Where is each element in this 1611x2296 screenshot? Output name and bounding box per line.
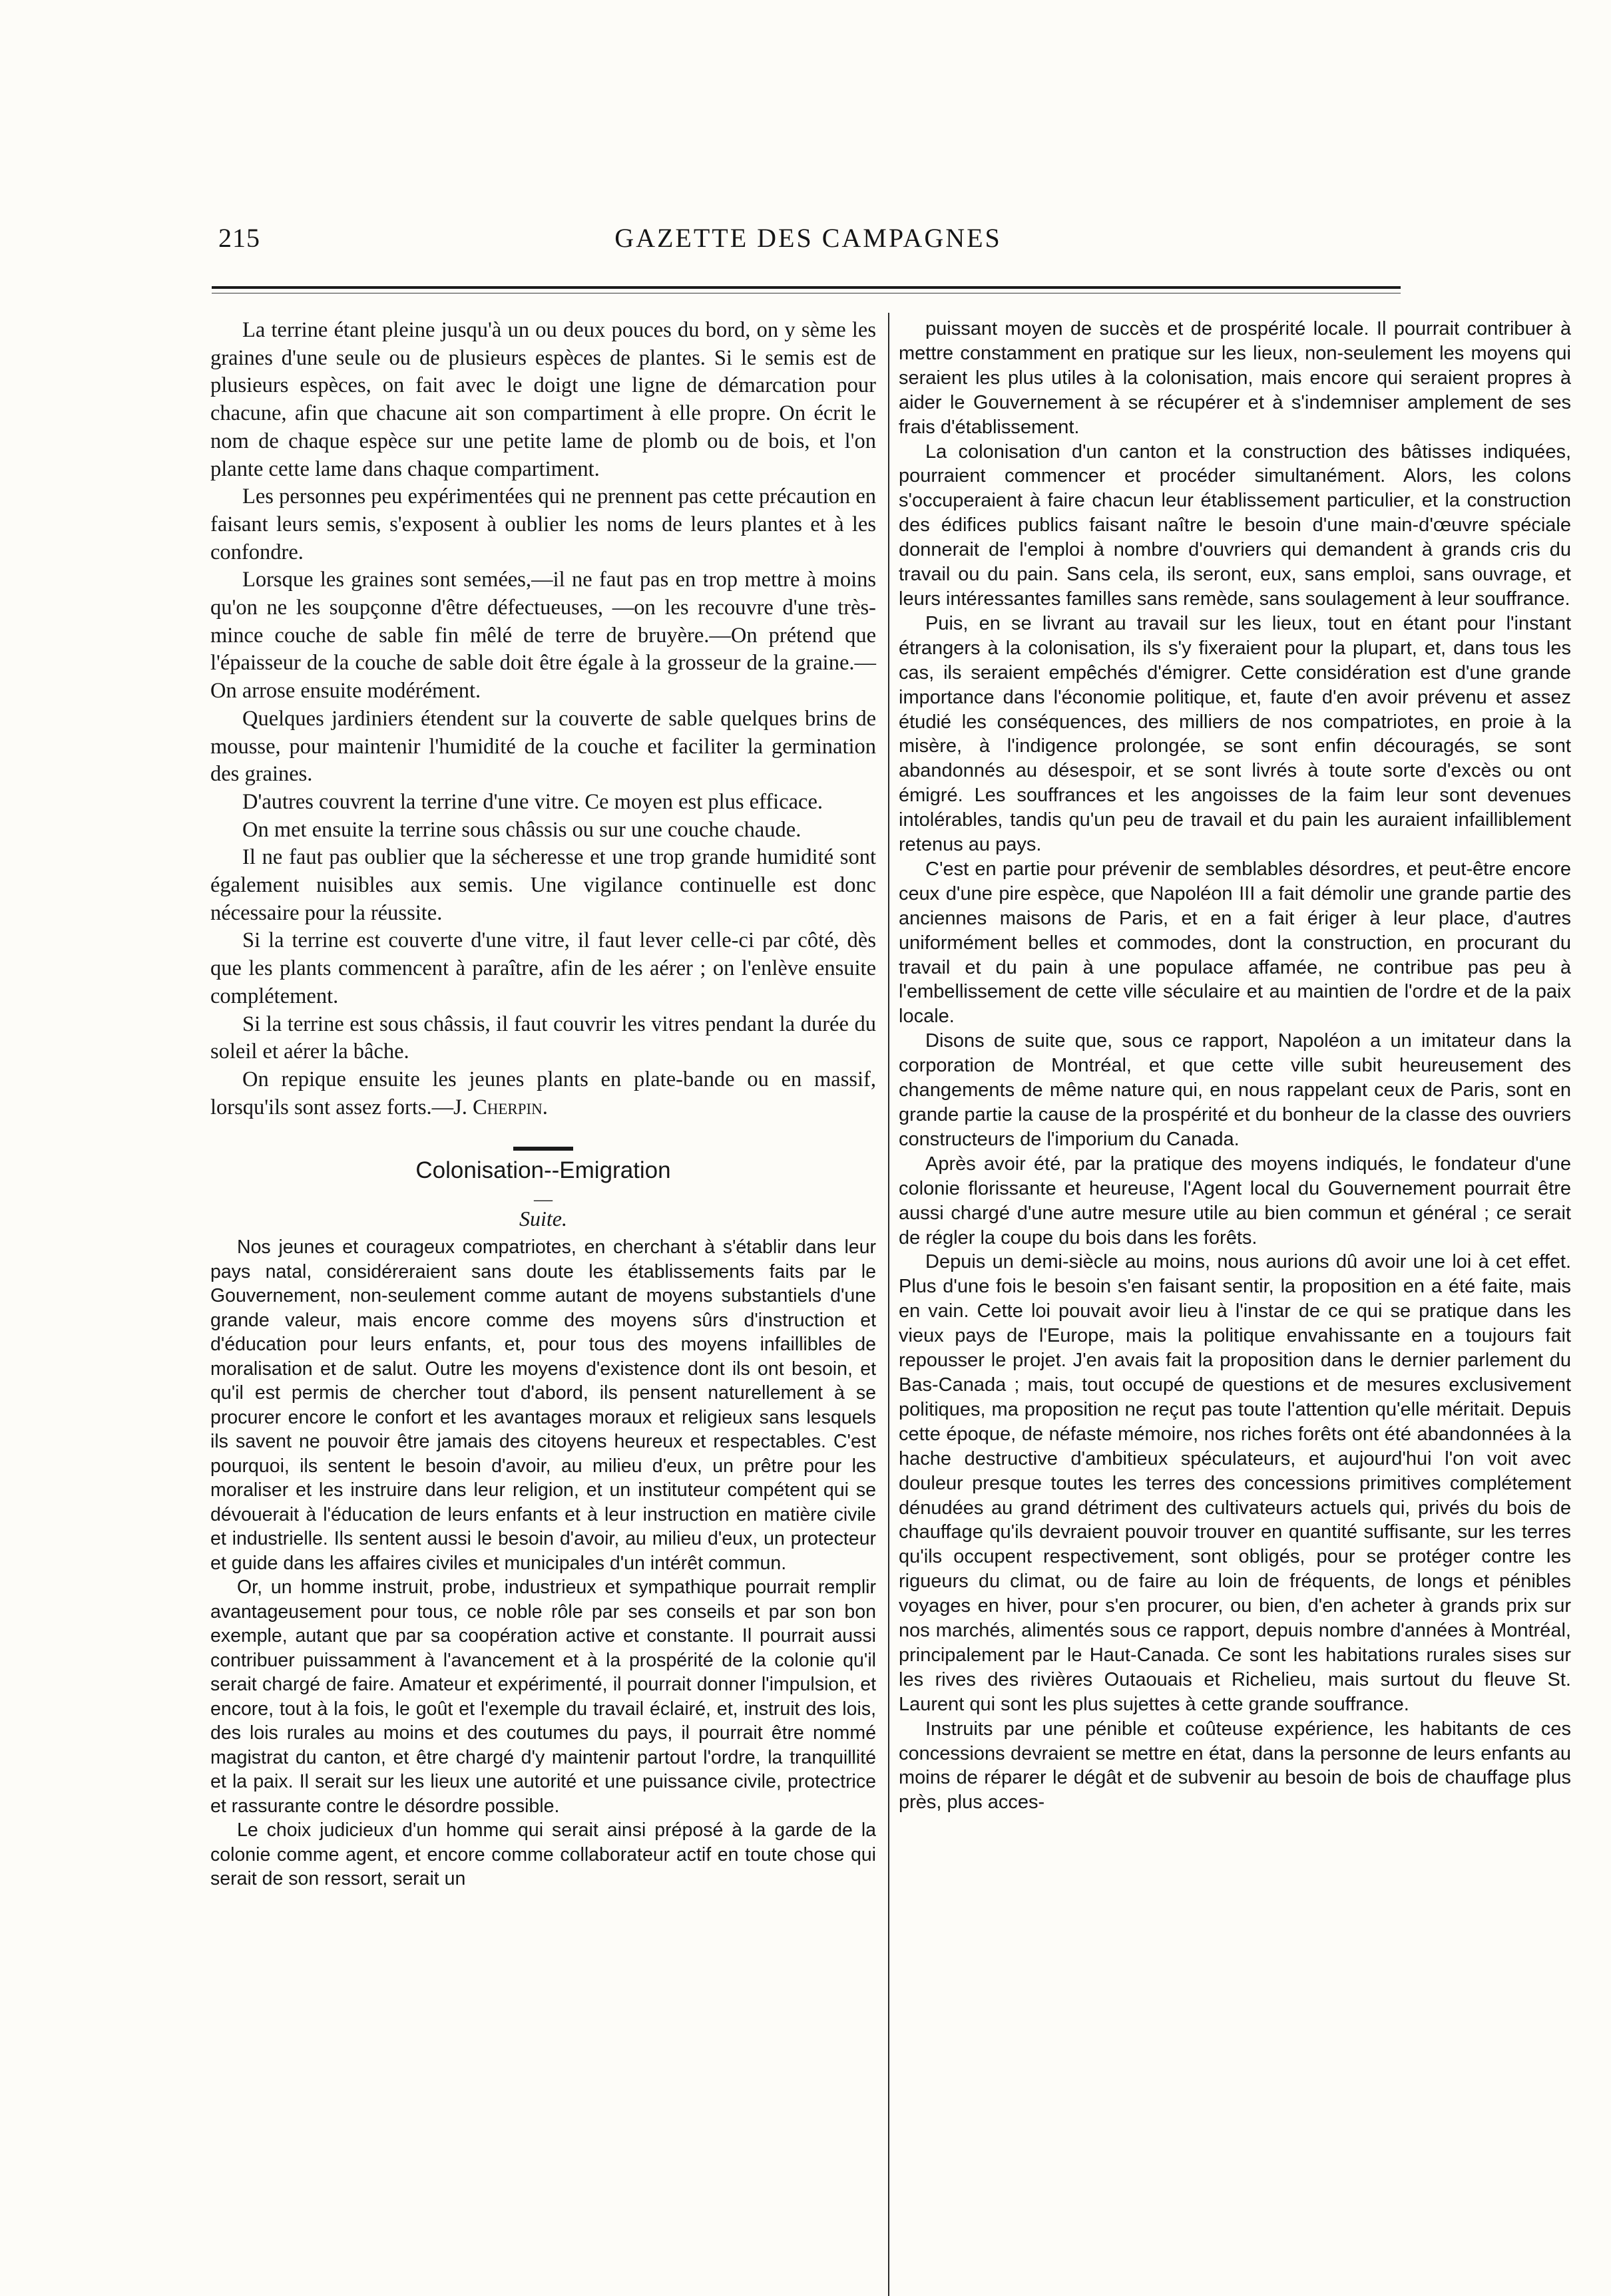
paragraph: Les personnes peu expérimentées qui ne prennent pas cette précaution en faisant leurs semis, s'exposent à oublier les noms de leurs plantes et à les confondre. bbox=[210, 484, 876, 564]
paragraph: La terrine étant pleine jusqu'à un ou deux pouces du bord, on y sème les graines d'une seule ou de plusieurs espèces de plantes. Si le semis est de plusieurs espèces, on fait avec le doigt une ligne de démarcation pour chacune, afin que chacune ait son compartiment à elle propre. On écrit le nom de chaque espèce sur une petite lame de plomb ou de bois, et l'on plante cette lame dans chaque compartiment. bbox=[210, 318, 876, 481]
paragraph: Lorsque les graines sont semées,—il ne faut pas en trop mettre à moins qu'on ne les soupçonne d'être défectueuses, —on les recouvre d'une très-mince couche de sable fin mêlé de terre de bruyère.—On prétend que l'épaisseur de la couche de sable doit être égale à la grosseur de la graine.—On arrose ensuite modérément. bbox=[210, 568, 876, 703]
paragraph: C'est en partie pour prévenir de semblables désordres, et peut-être encore ceux d'une pire espèce, que Napoléon III a fait démolir une grande partie des anciennes maisons de Paris, et en a fait ériger à leur place, d'autres uniformément belles et commodes, dont la construction, en procurant du travail et du pain à une populace affamée, ne contribue pas peu à l'embellissement de cette ville séculaire et au maintien de l'ordre et de la paix locale. bbox=[899, 858, 1571, 1028]
paragraph: puissant moyen de succès et de prospérité locale. Il pourrait contribuer à mettre constamment en pratique sur les lieux, non-seulement les moyens qui seraient les plus utiles à la colonisation, mais encore qui seraient propres à aider le Gouvernement à se récupérer et à s'indemniser amplement de ses frais d'établissement. bbox=[899, 318, 1571, 438]
colonisation-article bbox=[210, 1235, 876, 1891]
paragraph: Si la terrine est couverte d'une vitre, il faut lever celle-ci par côté, dès que les plants commencent à paraître, afin de les aérer ; on l'enlève ensuite complétement. bbox=[210, 928, 876, 1008]
paragraph: Disons de suite que, sous ce rapport, Napoléon a un imitateur dans la corporation de Montréal, et que cette ville subit heureusement des changements de même nature qui, en nous rappelant ceux de Paris, sont en grande partie la cause de la prospérité et du bonheur de la classe des ouvriers constructeurs de l'imporium du Canada. bbox=[899, 1030, 1571, 1150]
column-separator bbox=[888, 313, 889, 2296]
paragraph: D'autres couvrent la terrine d'une vitre. Ce moyen est plus efficace. bbox=[242, 789, 823, 814]
paragraph: On met ensuite la terrine sous châssis ou sur une couche chaude. bbox=[242, 817, 802, 842]
section-subtitle: Suite. bbox=[519, 1207, 567, 1231]
left-column bbox=[210, 317, 876, 1891]
paragraph: Il ne faut pas oublier que la sécheresse et une trop grande humidité sont également nuisibles aux semis. Une vigilance continuelle est donc nécessaire pour la réussite. bbox=[210, 845, 876, 925]
section-dash: — bbox=[534, 1189, 553, 1211]
paragraph: Nos jeunes et courageux compatriotes, en cherchant à s'établir dans leur pays natal, considéreraient sans doute les établissements faits par le Gouvernement, non-seulement comme autant de moyens substantiels d'une grande valeur, mais encore comme des moyens sûrs d'instruction et d'éducation pour leurs enfants, et, pour tous des moyens infaillibles de moralisation et de salut. Outre les moyens d'existence dont ils ont besoin, et qu'il est permis de chercher tout d'abord, ils pensent naturellement à se procurer encore le confort et les avantages moraux et religieux sans lesquels ils savent ne pouvoir être jamais des citoyens heureux et respectables. C'est pourquoi, ils sentent le besoin d'avoir, au milieu d'eux, un prêtre pour les moraliser et les instruire dans leur religion, et un instituteur compétent qui se dévouerait à l'éducation de leurs enfants et à leur instruction en matière civile et industrielle. Ils sentent aussi le besoin d'avoir, au milieu d'eux, un protecteur et guide dans les affaires civiles et municipales d'un intérêt commun. bbox=[210, 1237, 876, 1574]
paragraph: Or, un homme instruit, probe, industrieux et sympathique pourrait remplir avantageusement pour tous, ce noble rôle par ses conseils et par son bon exemple, autant que par sa coopération active et constante. Il pourrait aussi contribuer puissamment à l'avancement et à la prospérité de la colonie qu'il serait chargé de faire. Amateur et expérimenté, il pourrait donner l'impulsion, et encore, tout à la fois, le goût et l'exemple du travail éclairé, et, instruit des lois, des lois rurales au moins et des coutumes du pays, il pourrait être nommé magistrat du canton, et être chargé d'y maintenir partout l'ordre, la tranquillité et la paix. Il serait sur les lieux une autorité et une puissance civile, protectrice et rassurante contre le désordre possible. bbox=[210, 1577, 876, 1817]
author-signature: Cherpin. bbox=[473, 1095, 548, 1119]
section-ornament bbox=[513, 1147, 573, 1151]
paragraph: Si la terrine est sous châssis, il faut couvrir les vitres pendant la durée du soleil et aérer la bâche. bbox=[210, 1012, 876, 1064]
paragraph: La colonisation d'un canton et la construction des bâtisses indiquées, pourraient commencer et procéder simultanément. Alors, les colons s'occuperaient à faire chacun leur établissement particulier, et la construction des édifices publics faisant naître le besoin d'une main-d'œuvre spéciale donnerait de l'emploi à nombre d'ouvriers qui demandent à grands cris du travail ou du pain. Sans cela, ils seront, eux, sans emploi, sans ouvrage, et leurs intéressantes familles sans remède, sans soulagement à leur souffrance. bbox=[899, 441, 1571, 610]
page-number: 215 bbox=[218, 223, 260, 253]
paragraph: Depuis un demi-siècle au moins, nous aurions dû avoir une loi à cet effet. Plus d'une fois le besoin s'en faisant sentir, la proposition en a été faite, mais en vain. Cette loi pouvait avoir lieu à l'instar de ce qui se pratique dans les vieux pays de l'Europe, mais la politique envahissante en a toujours fait repousser le projet. J'en avais fait la proposition dans le dernier parlement du Bas-Canada ; mais, tout occupé de questions et de mesures exclusivement politiques, ma proposition ne reçut pas toute l'attention qu'elle méritait. Depuis cette époque, de néfaste mémoire, nos riches forêts ont été abandonnées à la hache destructive d'ambitieux spéculateurs, et aujourd'hui l'on voit avec douleur presque toutes les terres des concessions primitives complétement dénudées au grand détriment des cultivateurs actuels qui, privés du bois de chauffage qu'ils devraient pouvoir trouver en quantité suffisante, sur les terres qu'ils occupent respectivement, sont obligés, pour se protéger contre les rigueurs du climat, ou de faire au loin de fréquents, de longs et pénibles voyages en hiver, pour s'en procurer, ou bien, d'en acheter à grands prix sur nos marchés, alimentés sous ce rapport, depuis nombre d'années à Montréal, principalement par le Haut-Canada. Ce sont les habitations rurales sises sur les rives des rivières Outaouais et Richelieu, mais surtout du fleuve St. Laurent qui sont les plus sujettes à cette grande souffrance. bbox=[899, 1251, 1571, 1715]
section-title: Colonisation--Emigration bbox=[415, 1157, 671, 1184]
running-title: GAZETTE DES CAMPAGNES bbox=[614, 223, 1002, 253]
paragraph: Instruits par une pénible et coûteuse expérience, les habitants de ces concessions devraient se mettre en état, dans la personne de leurs enfants au moins de réparer le dégât et de subvenir au besoin de bois de chauffage plus près, plus acces- bbox=[899, 1718, 1571, 1814]
paragraph: Le choix judicieux d'un homme qui serait ainsi préposé à la garde de la colonie comme agent, et encore comme collaborateur actif en toute chose qui serait de son ressort, serait un bbox=[210, 1819, 876, 1890]
paragraph: Quelques jardiniers étendent sur la couverte de sable quelques brins de mousse, pour maintenir l'humidité de la couche et faciliter la germination des graines. bbox=[210, 706, 876, 787]
paragraph-with-signature bbox=[210, 1066, 876, 1121]
paragraph: Puis, en se livrant au travail sur les lieux, tout en étant pour l'instant étrangers à la colonisation, ils s'y fixeraient pour la plupart, et, dans tous les cas, ils seraient empêchés d'émigrer. Cette considération est d'une grande importance dans l'économie politique, et, faute d'en avoir prévenu et assez étudié les conséquences, des milliers de nos compatriotes, en proie à la misère, à l'indigence prolongée, se sont enfin découragés, se sont abandonnés au désespoir, et se sont livrés à toute sorte d'excès ou ont émigré. Les souffrances et les angoisses de la faim leur sont devenues intolérables, tandis qu'un peu de travail et du pain les auraient infailliblement retenus au pays. bbox=[899, 612, 1571, 856]
paragraph-text: On repique ensuite les jeunes plants en plate-bande ou en massif, lorsqu'ils sont assez forts.—J. bbox=[210, 1067, 876, 1119]
right-column bbox=[899, 317, 1571, 1815]
gardening-article bbox=[210, 317, 876, 1121]
paragraph: Après avoir été, par la pratique des moyens indiqués, le fondateur d'une colonie florissante et heureuse, l'Agent local du Gouvernement pourrait être aussi chargé d'une autre mesure utile au bien commun et général ; ce serait de régler la coupe du bois dans les forêts. bbox=[899, 1153, 1571, 1248]
header-rule bbox=[212, 286, 1401, 289]
page-header bbox=[218, 222, 1398, 260]
